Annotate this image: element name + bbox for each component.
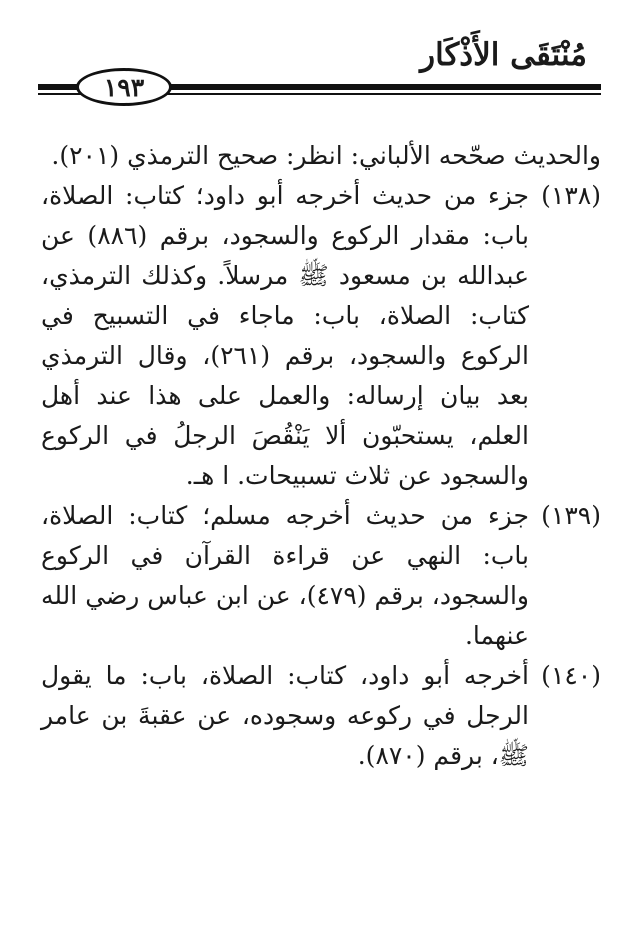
footnote-text: أخرجه أبو داود، كتاب: الصلاة، باب: ما يقول الرجل في ركوعه وسجوده، عن عقبةَ بن عامر ﷺ، برقم (٨٧٠). xyxy=(41,661,529,770)
intro-paragraph: والحديث صحّحه الألباني: انظر: صحيح الترمذي (٢٠١). xyxy=(51,141,601,170)
book-title: مُنْتَقَى الأَذْكَار xyxy=(420,37,587,73)
footnote-text: جزء من حديث أخرجه مسلم؛ كتاب: الصلاة، باب: النهي عن قراءة القرآن في الركوع والسجود، برقم (٤٧٩)، عن ابن عباس رضي الله عنهما. xyxy=(41,501,529,650)
footnote-139 xyxy=(41,496,601,656)
footnote-number: (١٤٠) xyxy=(541,661,601,690)
footnote-138 xyxy=(41,176,601,496)
footnote-number: (١٣٨) xyxy=(541,181,601,210)
footnote-number: (١٣٩) xyxy=(541,501,601,530)
footnote-140 xyxy=(41,656,601,776)
page-number: ١٩٣ xyxy=(103,72,145,102)
page-number-oval xyxy=(76,68,172,106)
footnotes-body xyxy=(41,136,601,776)
footnote-text: جزء من حديث أخرجه أبو داود؛ كتاب: الصلاة، باب: مقدار الركوع والسجود، برقم (٨٨٦) عن عبدالله بن مسعود ﷺ مرسلاً. وكذلك الترمذي، كتاب: الصلاة، باب: ماجاء في التسبيح في الركوع والسجود، برقم (٢٦١)، وقال الترمذي بعد بيان إرساله: والعمل على هذا عند أهل العلم، يستحبّون ألا يَنْقُصَ الرجلُ في الركوع والسجود عن ثلاث تسبيحات. ا هـ. xyxy=(41,181,529,490)
